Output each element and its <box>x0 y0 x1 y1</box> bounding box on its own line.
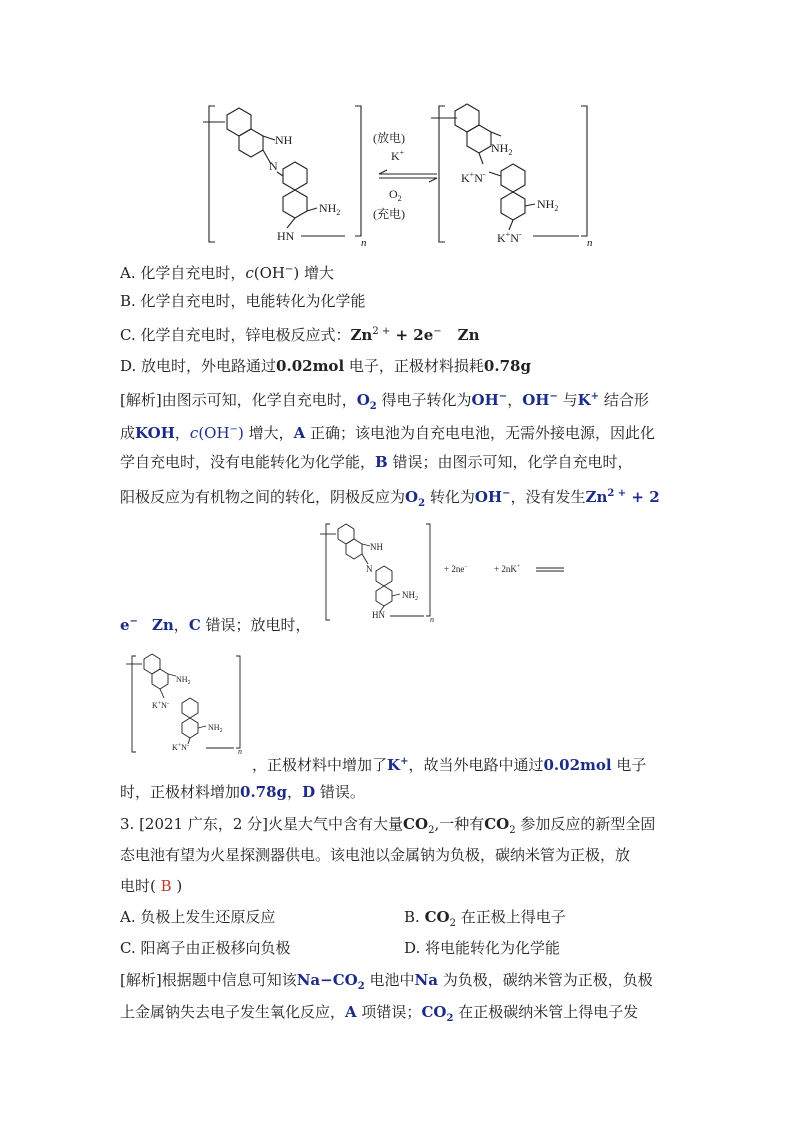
eq-electrons: + 2ne− <box>444 564 468 574</box>
q3-option-c: C. 阳离子由正极移向负极 <box>120 939 291 957</box>
analysis-line-7: 时，正极材料增加0.78g，D 错误。 <box>120 783 365 801</box>
svg-text:NH2: $NH_2$ <box>402 590 418 602</box>
svg-text:NH2: $NH_2$ <box>176 675 191 686</box>
analysis-line-3: 学自充电时，没有电能转化为化学能，B 错误；由图示可知，化学自充电时， <box>120 453 633 471</box>
q3-option-a: A. 负极上发生还原反应 <box>120 908 276 926</box>
imine-label: NH <box>275 133 293 147</box>
amine2-label: $NH_2$ <box>537 197 559 213</box>
svg-text:n: n <box>238 747 242 756</box>
svg-text:N: N <box>366 564 373 574</box>
analysis-line-2: 成KOH，c(OH−) 增大，A 正确；该电池为自充电电池，无需外接电源，因此化 <box>120 424 655 442</box>
n-subscript-left: n <box>361 237 367 248</box>
option-a: A. 化学自充电时，c(OH−) 增大 <box>120 264 335 282</box>
svg-text:HN: HN <box>372 610 385 620</box>
svg-text:K+N-: K+N- <box>152 701 169 710</box>
q3-option-d: D. 将电能转化为化学能 <box>404 939 561 957</box>
discharge-label: (放电) <box>373 131 405 145</box>
reaction-figure-1 <box>195 100 605 248</box>
analysis-line-6: ，正极材料中增加了K+，故当外电路中通过0.02mol 电子 <box>252 756 647 774</box>
reaction-figure-3 <box>126 652 246 756</box>
hn-label: HN <box>277 229 295 243</box>
k-plus-label: K+ <box>391 148 405 163</box>
kn1-label: K+N- <box>461 170 486 185</box>
q3-line-3: 电时( B ) <box>120 877 183 895</box>
o2-label: $O_2$ <box>389 187 402 203</box>
option-c: C. 化学自充电时，锌电极反应式：$Zn^{2 +} + 2e^-$ Zn <box>120 326 480 344</box>
svg-text:K+N-: K+N- <box>172 743 189 752</box>
svg-text:n: n <box>430 615 434 624</box>
amine-label: $NH_2$ <box>319 201 341 217</box>
q3-line-1: 3. [2021 广东，2 分]火星大气中含有大量$CO_2$,一种有$CO_2$ 参加反应的新型全固 <box>120 815 656 836</box>
analysis-line-5: e− Zn，C 错误；放电时， <box>120 616 311 634</box>
analysis-line-4: 阳极反应为有机物之间的转化，阴极反应为$O_2$ 转化为OH−，没有发生$Zn^{2 +} + 2$ <box>120 488 660 509</box>
charge-label: (充电) <box>373 207 405 221</box>
eq-potassium: + 2nK+ <box>494 564 521 574</box>
svg-text:NH: NH <box>370 542 383 552</box>
svg-text:NH2: $NH_2$ <box>208 723 223 734</box>
n-label: N <box>269 159 278 173</box>
q3-analysis-line-2: 上金属钠失去电子发生氧化反应，A 项错误；$CO_2$ 在正极碳纳米管上得电子发 <box>120 1003 639 1024</box>
q3-line-2: 态电池有望为火星探测器供电。该电池以金属钠为负极，碳纳米管为正极，放 <box>120 846 631 864</box>
n-subscript-right: n <box>587 237 593 248</box>
option-b: B. 化学自充电时，电能转化为化学能 <box>120 292 366 310</box>
reaction-figure-2 <box>318 520 578 624</box>
answer-badge: B <box>155 877 177 895</box>
option-d: D. 放电时，外电路通过0.02mol 电子，正极材料损耗0.78g <box>120 357 531 375</box>
q3-option-b: B. $CO_2$ 在正极上得电子 <box>404 908 566 929</box>
amine1-label: $NH_2$ <box>491 141 513 157</box>
q3-analysis-line-1: [解析]根据题中信息可知该$Na-CO_2$ 电池中Na 为负极，碳纳米管为正极，负极 <box>120 971 653 992</box>
analysis-line-1: [解析]由图示可知，化学自充电时，$O_2$ 得电子转化为OH−，OH− 与K+ 结合形 <box>120 391 649 412</box>
kn2-label: K+N- <box>497 230 522 245</box>
